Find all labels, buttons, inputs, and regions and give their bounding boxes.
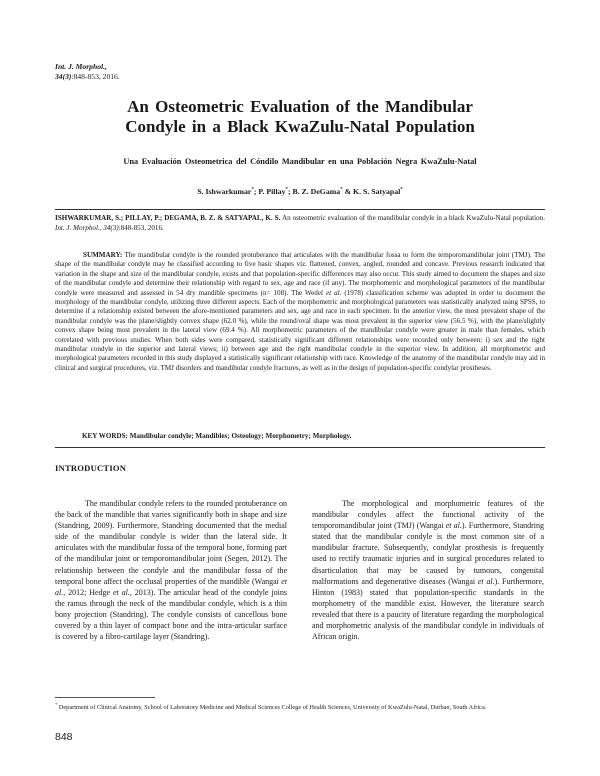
journal-volume: 34(3):848-853, 2016.: [55, 71, 120, 81]
citation-authors: ISHWARKUMAR, S.; PILLAY, P.; DEGAMA, B. Z. & SATYAPAL, K. S.: [55, 214, 281, 222]
summary-abstract: SUMMARY: The mandibular condyle is the rounded protuberance that articulates with the mandibular fossa to form the temporomandibular joint (TMJ). The shape of the mandibular condyle may be classified according to five basic shapes viz. flattened, convex, angled, rounded and concave. Previous research indicated that variation in the shape and size of the mandibular condyle, exists and that population-specific differences may also occur. This study aimed to document the shapes and size of the mandibular condyle and determine their relationship with regard to sex, age and race (if any). The morphometric and morphological parameters of the mandibular condyle were measured and assessed in 54 dry mandible specimens (n= 108). The Wedel et al. (1978) classification scheme was adopted in order to document the morphology of the mandibular condyle, utilizing three different aspects. Each of the morphometric and morphological parameters was statistically analyzed using SPSS, to determine if a relationship existed between the afore-mentioned parameters and sex, age and race in each specimen. In the anterior view, the most prevalent shape of the mandibular condyle was the plane/slightly convex shape (62.0 %), while the round/oval shape was most prevalent in the superior view (56.5 %), with the plane/slightly convex shape being most prevalent in the lateral view (69.4 %). All morphometric parameters of the mandibular condyle were greater in male than females, which correlated with previous studies. When both sides were compared, statistically significant different relationships were recorded only between: i) sex and the right mandibular condyle in the superior and lateral views; ii) between age and the right mandibular condyle in the superior view. In addition, all morphometric and morphological parameters recorded in this study displayed a statistically significant relationship with race. Knowledge of the anatomy of the mandibular condyle may aid in clinical and surgical procedures, viz. TMJ disorders and mandibular condyle fractures, as well as in the design of population-specific condylar prostheses.: [55, 251, 546, 372]
citation: ISHWARKUMAR, S.; PILLAY, P.; DEGAMA, B. Z. & SATYAPAL, K. S. An osteometric evaluation of the mandibular condyle in a black KwaZulu-Natal population. Int. J. Morphol., 34(3):848-853, 2016.: [55, 214, 545, 232]
journal-reference: [55, 62, 120, 81]
top-divider: [55, 209, 545, 210]
keywords: KEY WORDS: Mandibular condyle; Mandibles; Osteology; Morphometry; Morphology.: [82, 432, 352, 440]
author: K. S. Satyapal*: [353, 187, 403, 196]
bottom-divider: [55, 447, 545, 448]
author: S. Ishwarkumar*;: [197, 187, 259, 196]
author: B. Z. DeGama* &: [292, 187, 354, 196]
summary-label: SUMMARY:: [83, 251, 123, 259]
page-number: 848: [55, 731, 73, 743]
footnote-affiliation: * Department of Clinical Anatomy, School of Laboratory Medicine and Medical Sciences College of Health Sciences, University of KwaZulu-Natal, Durban, South Africa.: [55, 702, 487, 712]
paper-subtitle: Una Evaluación Osteometrica del Cóndilo Mandibular en una Población Negra KwaZulu-Natal: [123, 157, 477, 166]
title-line-2: Condyle in a Black KwaZulu-Natal Population: [125, 117, 475, 136]
title-line-1: An Osteometric Evaluation of the Mandibular: [127, 97, 473, 116]
author-list: [55, 187, 545, 196]
journal-name: Int. J. Morphol.,: [55, 62, 107, 71]
footnote-divider: [55, 697, 155, 698]
author: P. Pillay*;: [258, 187, 293, 196]
intro-right-column: The morphological and morphometric features of the mandibular condyles affect the functional activity of the temporomandibular joint (TMJ) (Wangai et al.). Furthermore, Standring stated that the mandibular condyle is the most common site of a mandibular fracture. Subsequently, condylar prosthesis is frequently used to rectify traumatic injuries and in surgical procedures related to disarticulation that may be caused by tumours, congenital malformations and degenerative diseases (Wangai et al.). Furthermore, Hinton (1983) stated that population-specific standards in the morphometry of the mandible exist. However, the literature search revealed that there is a paucity of literature regarding the morphological and morphometric analysis of the mandibular condyle in individuals of African origin.: [312, 499, 545, 642]
section-heading-introduction: INTRODUCTION: [55, 463, 127, 473]
paper-title: [60, 97, 540, 137]
intro-left-column: The mandibular condyle refers to the rounded protuberance on the back of the mandible that varies significantly both in shape and size (Standring, 2009). Furthermore, Standring documented that the medial side of the mandibular condyle is wider than the lateral side. It articulates with the mandibular fossa of the temporal bone, forming part of the mandibular joint or temporomandibular joint (Segen, 2012). The relationship between the condyle and the mandibular fossa of the temporal bone affect the occlusal properties of the mandible (Wangai et al., 2012; Hedge et al., 2013). The articular head of the condyle joins the ramus through the neck of the mandibular condyle, which is a thin bony projection (Standring). The condyle consists of cancellous bone covered by a thin layer of compact bone and the intra-articular surface is covered by a fibro-cartilage layer (Standring).: [55, 499, 288, 642]
